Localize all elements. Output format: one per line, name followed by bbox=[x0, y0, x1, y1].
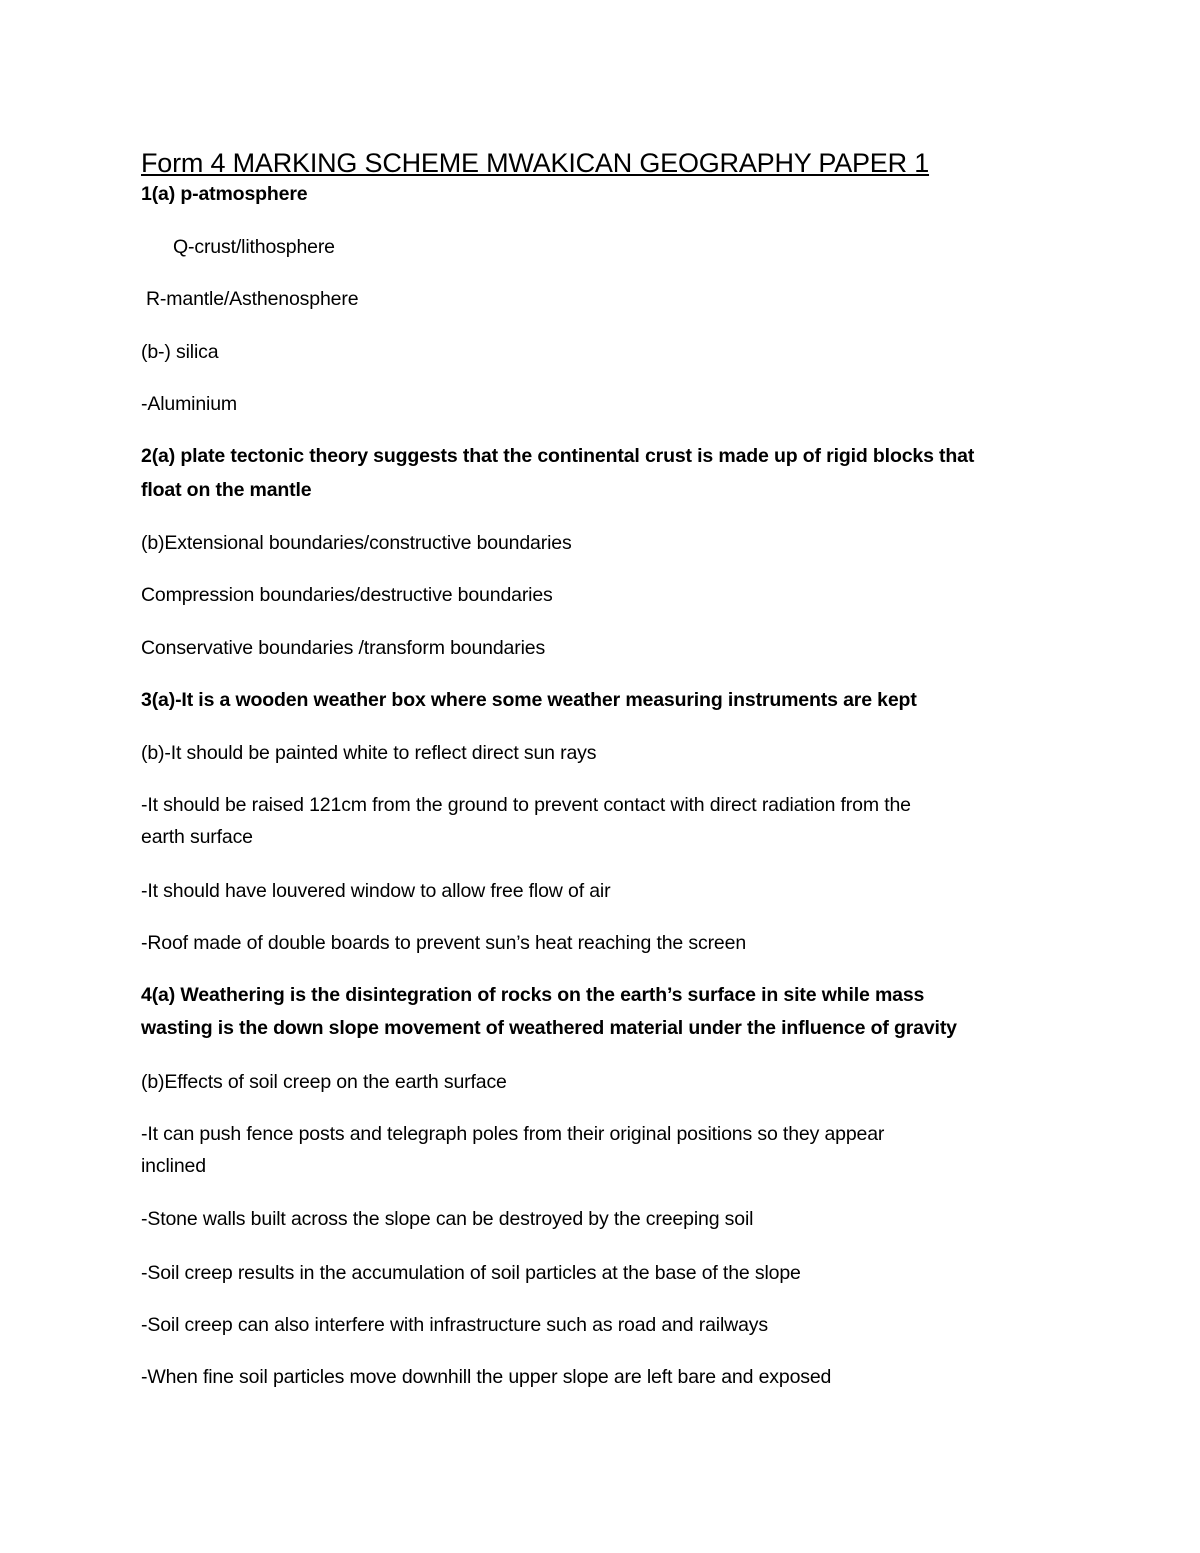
answer-3b-raised-line-2: earth surface bbox=[141, 826, 253, 848]
answer-4b-fence-line-1: -It can push fence posts and telegraph poles from their original positions so they appear bbox=[141, 1123, 885, 1145]
answer-1a: 1(a) p-atmosphere bbox=[141, 183, 308, 205]
answer-4b-fence-line-2: inclined bbox=[141, 1155, 206, 1177]
answer-4a-line-1: 4(a) Weathering is the disintegration of rocks on the earth’s surface in site while mass bbox=[141, 984, 925, 1006]
answer-2b-compression: Compression boundaries/destructive boundaries bbox=[141, 584, 553, 606]
answer-3b-roof: -Roof made of double boards to prevent sun’s heat reaching the screen bbox=[141, 932, 747, 954]
answer-4b-stone-walls: -Stone walls built across the slope can be destroyed by the creeping soil bbox=[141, 1208, 754, 1230]
answer-1b-aluminium: -Aluminium bbox=[141, 393, 238, 415]
answer-1a-q: Q-crust/lithosphere bbox=[173, 236, 335, 258]
answer-1a-r: R-mantle/Asthenosphere bbox=[146, 288, 359, 310]
answer-4b-infrastructure: -Soil creep can also interfere with infrastructure such as road and railways bbox=[141, 1314, 768, 1336]
answer-4b-accumulation: -Soil creep results in the accumulation of soil particles at the base of the slope bbox=[141, 1262, 801, 1284]
answer-2a-line-2: float on the mantle bbox=[141, 479, 312, 501]
answer-4b-upper-slope: -When fine soil particles move downhill the upper slope are left bare and exposed bbox=[141, 1366, 832, 1388]
answer-2a-line-1: 2(a) plate tectonic theory suggests that the continental crust is made up of rigid blocks that bbox=[141, 445, 975, 467]
answer-4a-line-2: wasting is the down slope movement of weathered material under the influence of gravity bbox=[141, 1017, 957, 1039]
answer-4b-heading: (b)Effects of soil creep on the earth surface bbox=[141, 1071, 507, 1093]
answer-3b-painted: (b)-It should be painted white to reflect direct sun rays bbox=[141, 742, 597, 764]
answer-2b-conservative: Conservative boundaries /transform boundaries bbox=[141, 637, 546, 659]
answer-2b-extensional: (b)Extensional boundaries/constructive boundaries bbox=[141, 532, 572, 554]
answer-3a: 3(a)-It is a wooden weather box where some weather measuring instruments are kept bbox=[141, 689, 917, 711]
answer-3b-raised-line-1: -It should be raised 121cm from the ground to prevent contact with direct radiation from the bbox=[141, 794, 911, 816]
document-title: Form 4 MARKING SCHEME MWAKICAN GEOGRAPHY PAPER 1 bbox=[141, 148, 930, 178]
answer-1b: (b-) silica bbox=[141, 341, 219, 363]
answer-3b-louvered: -It should have louvered window to allow free flow of air bbox=[141, 880, 611, 902]
